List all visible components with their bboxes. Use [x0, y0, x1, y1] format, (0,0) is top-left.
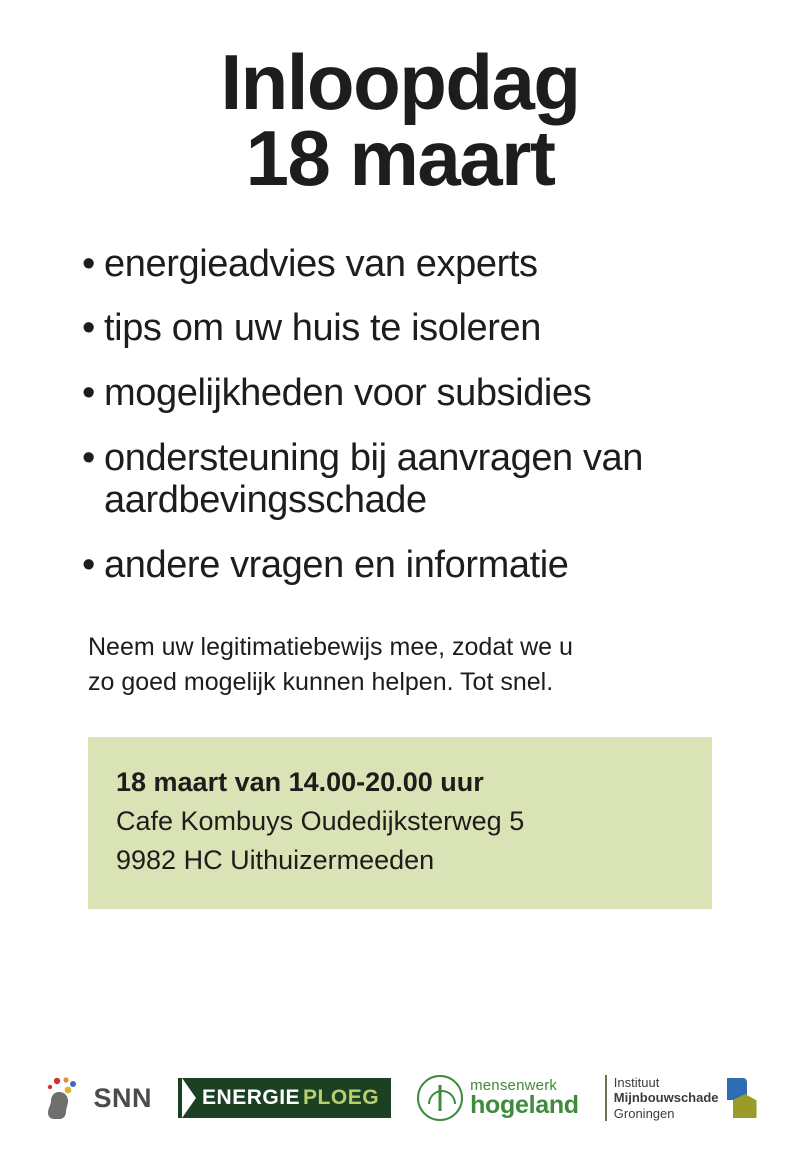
list-item-label: mogelijkheden voor subsidies: [104, 371, 592, 414]
img-wordmark: [605, 1075, 719, 1121]
tree-circle-icon: [417, 1075, 463, 1121]
event-city: 9982 HC Uithuizermeeden: [116, 845, 435, 876]
img-line-3: Groningen: [613, 1105, 675, 1121]
hogeland-line-1: mensenwerk: [470, 1076, 558, 1094]
logo-strip: [60, 1075, 740, 1121]
logo-snn: [42, 1075, 153, 1121]
note-text: [60, 630, 740, 699]
arrow-icon: [182, 1078, 196, 1118]
bullet-dot-icon: •: [82, 371, 95, 414]
logo-mensenwerk-hogeland: [417, 1075, 579, 1121]
snn-mark-icon: [42, 1075, 88, 1121]
hogeland-line-2: hogeland: [470, 1090, 579, 1119]
list-item-label: tips om uw huis te isoleren: [104, 307, 541, 350]
bullet-dot-icon: •: [82, 543, 95, 586]
list-item: [82, 372, 718, 415]
title-line-2: 18 maart: [245, 114, 555, 203]
bullet-list: [60, 243, 740, 586]
list-item: [82, 243, 718, 286]
note-line-1: Neem uw legitimatiebewijs mee, zodat we u: [88, 633, 573, 662]
list-item-label: energieadvies van experts: [104, 242, 538, 285]
event-time: 18 maart van 14.00-20.00 uur: [116, 767, 484, 798]
page-title: [60, 0, 740, 203]
bullet-dot-icon: •: [82, 436, 95, 479]
hogeland-wordmark: [470, 1078, 579, 1119]
img-line-2: Mijnbouwschade: [613, 1090, 719, 1106]
img-mark-icon: [727, 1078, 759, 1118]
event-venue: Cafe Kombuys Oudedijksterweg 5: [116, 806, 525, 837]
list-item: [82, 437, 718, 522]
list-item: [82, 307, 718, 350]
event-details-box: [88, 737, 712, 908]
logo-energieploeg: [178, 1078, 391, 1118]
list-item: [82, 544, 718, 587]
logo-instituut-mijnbouwschade: [605, 1075, 759, 1121]
energieploeg-word-1: ENERGIE: [202, 1086, 301, 1109]
energieploeg-word-2: PLOEG: [303, 1086, 380, 1109]
snn-label: SNN: [93, 1082, 153, 1113]
bullet-dot-icon: •: [82, 242, 95, 285]
img-line-1: Instituut: [613, 1075, 660, 1090]
note-line-2: zo goed mogelijk kunnen helpen. Tot snel.: [88, 667, 554, 696]
list-item-label: ondersteuning bij aanvragen van aardbevingsschade: [104, 436, 644, 522]
bullet-dot-icon: •: [82, 307, 95, 350]
list-item-label: andere vragen en informatie: [104, 543, 569, 586]
title-line-1: Inloopdag: [220, 38, 580, 126]
